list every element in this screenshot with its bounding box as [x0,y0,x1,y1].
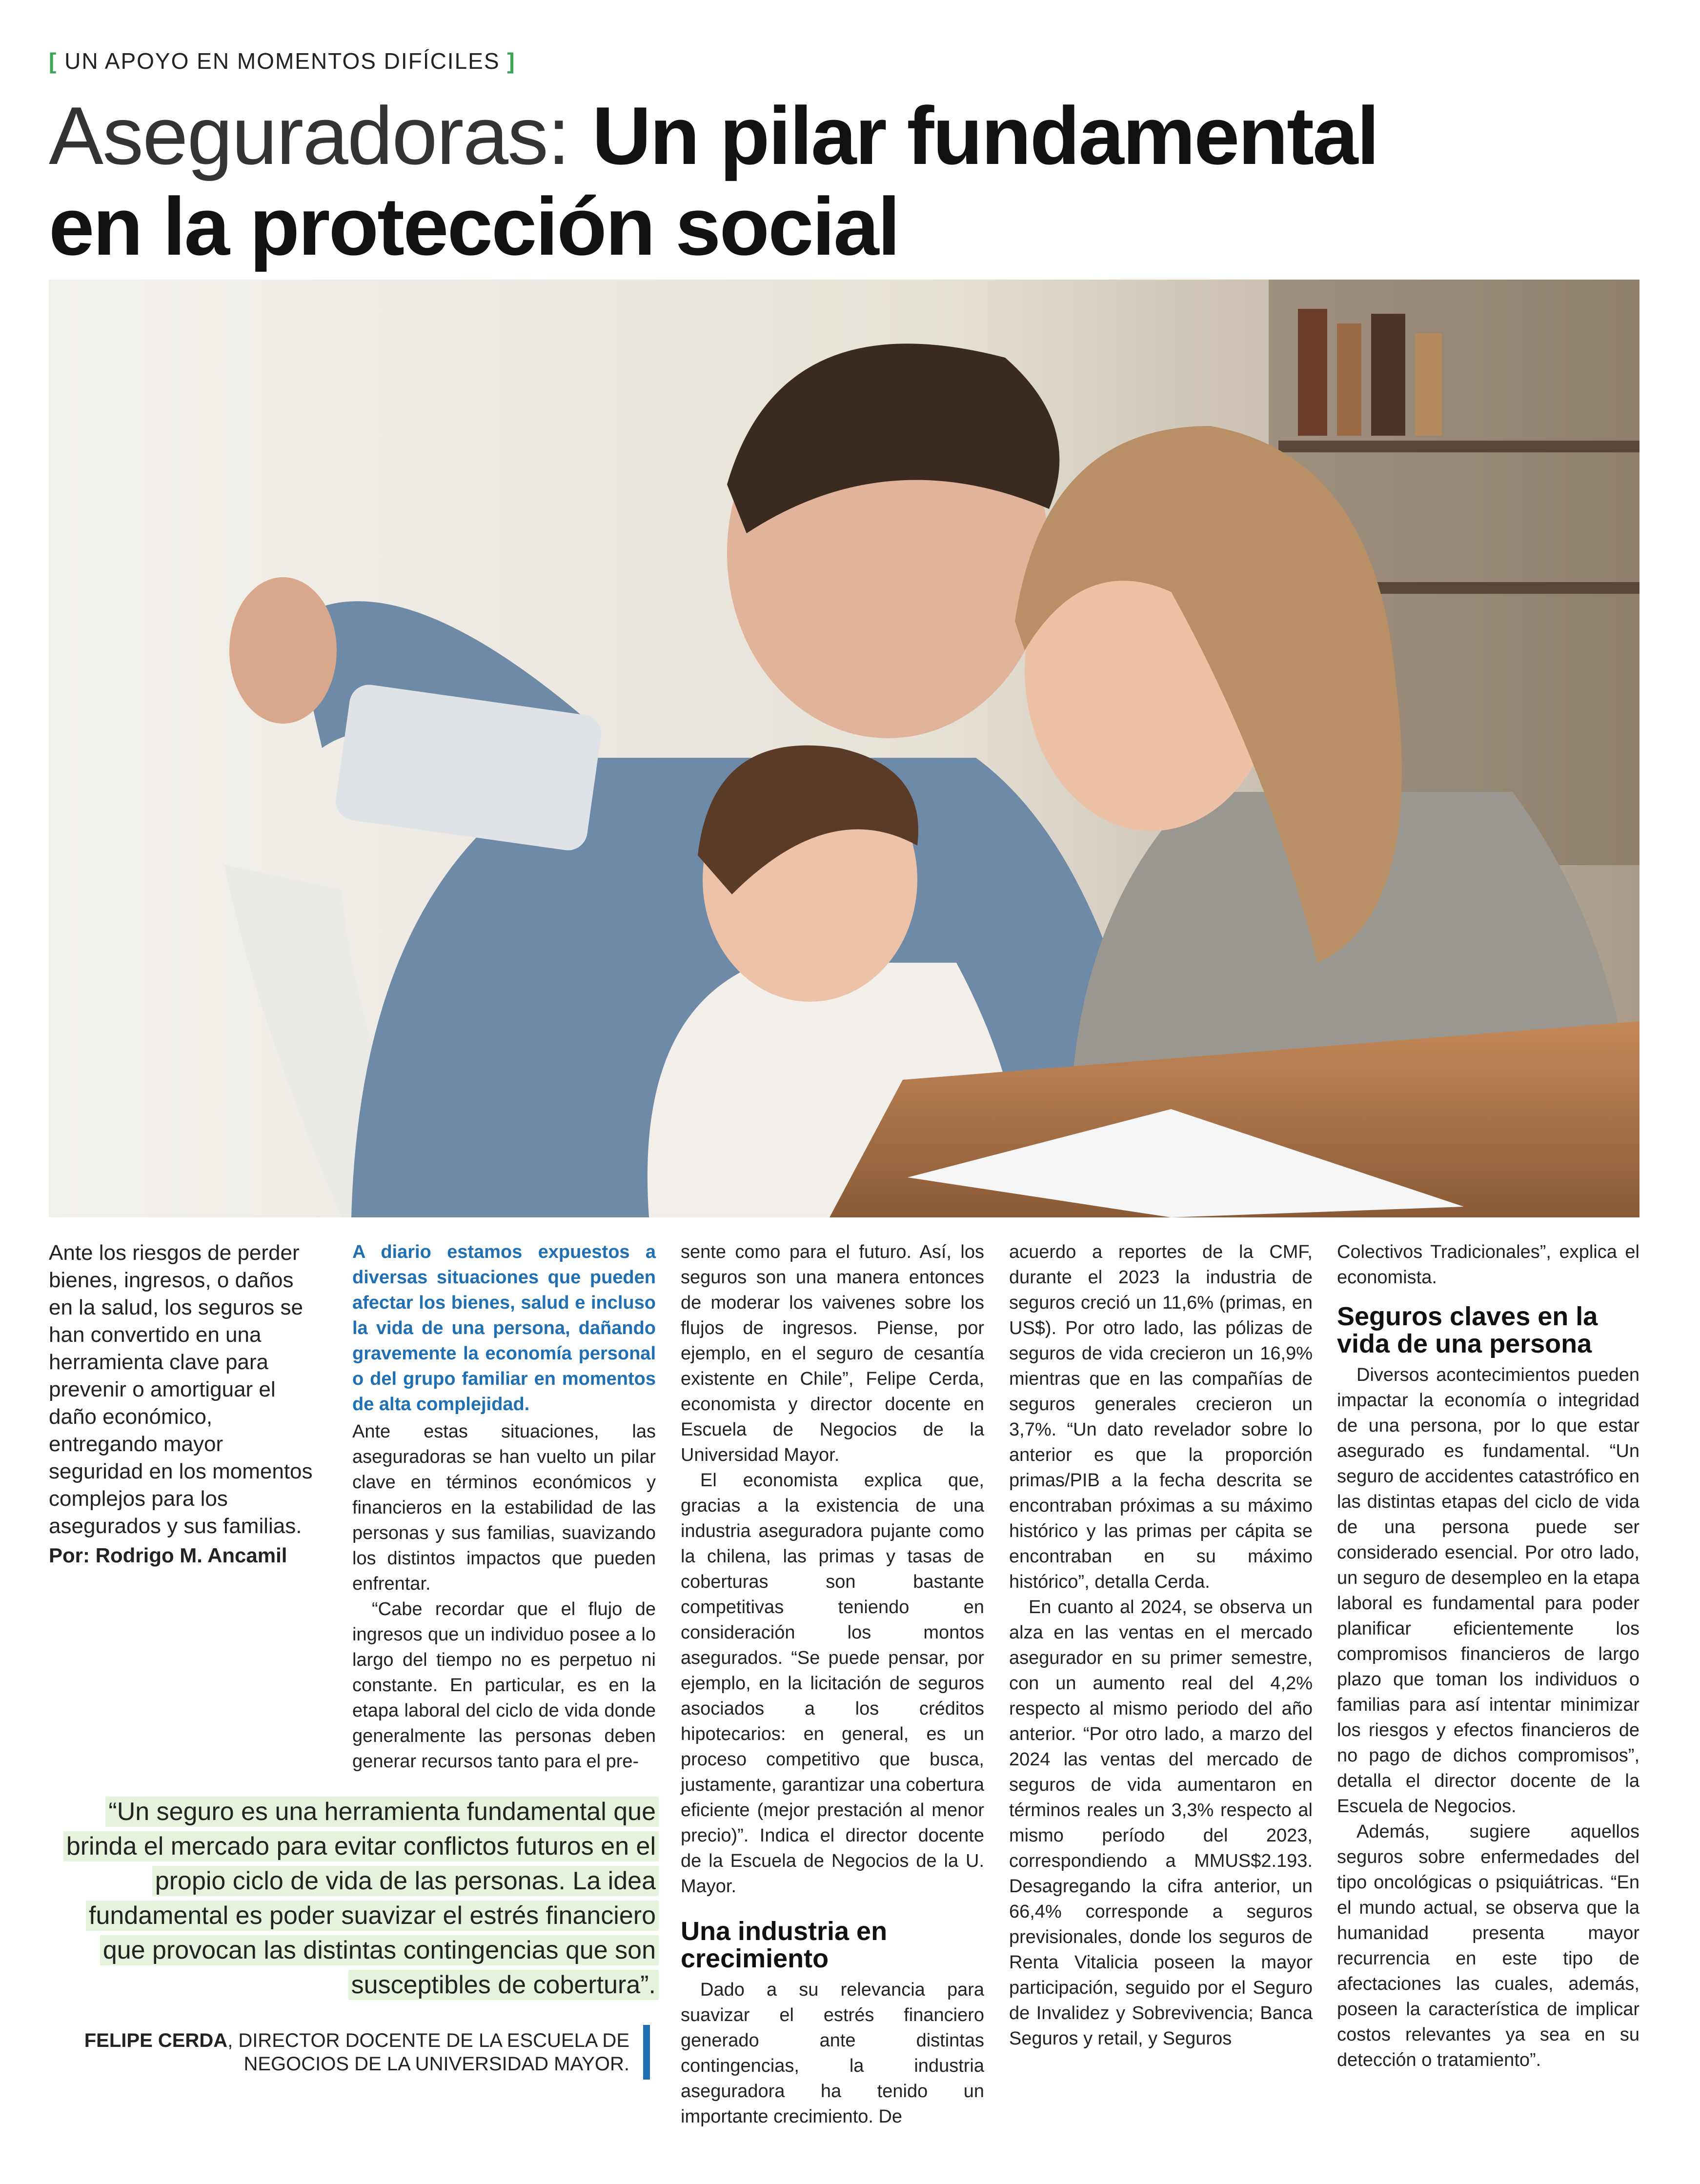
family-photo [49,280,1639,1217]
attribution-accent-bar [643,2025,650,2080]
headline-bold-2: en la protección social [49,181,899,272]
quote-attribution [78,2029,629,2076]
col5-paragraph-3: Además, sugiere aquellos seguros sobre enfermedades del tipo oncológicas o psiquiátricas. “En el mundo actual, se observa que la humanidad presenta mayor recurrencia en este tipo de afectaciones las cuales, además, poseen la característica de implicar costos relevantes ya sea en su detección o tratamiento”. [1337,1821,1639,2070]
pull-quote-text: “Un seguro es una herramienta fundamental que brinda el mercado para evitar conflictos futuros en el propio ciclo de vida de las personas. La idea fundamental es poder suavizar el estrés financiero que provocan las distintas contingencias que son susceptibles de cobertura”. [63,1797,659,2000]
kicker-bracket-right: ] [507,48,516,74]
headline-light: Aseguradoras: [49,90,569,182]
byline: Por: Rodrigo M. Ancamil [49,1544,287,1567]
col2-paragraph-2: “Cabe recordar que el flujo de ingresos que un individuo posee a lo largo del tiempo no es perpetuo ni constante. En particular, es en la etapa laboral del ciclo de vida donde generalmente las personas deben generar recursos tanto para el pre- [352,1599,656,1772]
col3-paragraph-2: El economista explica que, gracias a la existencia de una industria aseguradora pujante como la chilena, las primas y tasas de coberturas son bastante competitivas teniendo en consideración los montos asegurados. “Se puede pensar, por ejemplo, en la licitación de seguros asociados a los créditos hipotecarios: en general, es un proceso competitivo que busca, justamente, garantizar una cobertura eficiente (mejor prestación al menor precio)”. Indica el director docente de la Escuela de Negocios de la U. Mayor. [681,1470,984,1897]
col4-paragraph-2: En cuanto al 2024, se observa un alza en las ventas en el mercado asegurador en su primer semestre, con un aumento real del 4,2% respecto al mismo periodo del año anterior. “Por otro lado, a marzo del 2024 las ventas del mercado de seguros de vida aumentaron en términos reales un 3,3% respecto al mismo período del 2023, correspondiendo a MMUS$2.193. Desagregando la cifra anterior, un 66,4% corresponde a seguros previsionales, donde los seguros de Renta Vitalicia poseen la mayor participación, seguido por el Seguro de Invalidez y Sobrevivencia; Banca Seguros y retail, y Seguros [1009,1597,1313,2049]
pull-quote [54,1795,659,2002]
headline-bold-1: Un pilar fundamental [592,90,1378,182]
col5-paragraph-2: Diversos acontecimientos pueden impactar la economía o integridad de una persona, por lo que estar asegurado es fundamental. “Un seguro de accidentes catastrófico en las distintas etapas del ciclo de vida de una persona puede ser considerado esencial. Por otro lado, un seguro de desempleo en la etapa laboral es fundamental para poder planificar eficientemente los compromisos financieros de largo plazo que toman los individuos o familias para así intentar minimizar los riesgos y efectos financieros de no pago de dichos compromisos”, detalla el director docente de la Escuela de Negocios. [1337,1365,1639,1817]
attribution-name: FELIPE CERDA [84,2030,228,2051]
column-4 [1009,1239,1313,2051]
article-headline [49,90,1659,272]
col3-paragraph-1: sente como para el futuro. Así, los seguros son una manera entonces de moderar los vaivenes sobre los flujos de ingresos. Piense, por ejemplo, en el seguro de cesantía existente en Chile”, Felipe Cerda, economista y director docente en Escuela de Negocios de la Universidad Mayor. [681,1242,984,1465]
column-3 [681,1239,984,2129]
subhead-seguros-claves: Seguros claves en la vida de una persona [1337,1302,1598,1358]
kicker-text: UN APOYO EN MOMENTOS DIFÍCILES [64,48,500,74]
section-kicker [49,48,516,74]
col3-paragraph-3: Dado a su relevancia para suavizar el estrés financiero generado ante distintas contingencias, la industria aseguradora ha tenido un importante crecimiento. De [681,1980,984,2127]
col5-paragraph-1: Colectivos Tradicionales”, explica el economista. [1337,1242,1639,1288]
column-5 [1337,1239,1639,2073]
column-2 [352,1239,656,1774]
intro-highlight: A diario estamos expuestos a diversas situaciones que pueden afectar los bienes, salud e incluso la vida de una persona, dañando gravemente la economía personal o del grupo familiar en momentos de alta complejidad. [352,1242,656,1415]
col4-paragraph-1: acuerdo a reportes de la CMF, durante el 2023 la industria de seguros creció un 11,6% (primas, en US$). Por otro lado, las pólizas de seguros de vida crecieron un 16,9% mientras que en las compañías de seguros generales crecieron un 3,7%. “Un dato revelador sobre lo anterior es que la proporción primas/PIB a la fecha descrita se encontraban próximas a su máximo histórico y las primas per cápita se encontraban en su máximo histórico”, detalla Cerda. [1009,1242,1313,1592]
kicker-bracket-left: [ [49,48,58,74]
attribution-role: , DIRECTOR DOCENTE DE LA ESCUELA DE NEGOCIOS DE LA UNIVERSIDAD MAYOR. [227,2030,629,2075]
col2-paragraph-1: Ante estas situaciones, las aseguradoras se han vuelto un pilar clave en términos económicos y financieros en la estabilidad de las personas y sus familias, suavizando los distintos impactos que pueden enfrentar. [352,1421,656,1594]
subhead-industria: Una industria en crecimiento [681,1917,888,1973]
lead-text: Ante los riesgos de perder bienes, ingresos, o daños en la salud, los seguros se han convertido en una herramienta clave para prevenir o amortiguar el daño económico, entregando mayor seguridad en los momentos complejos para los asegurados y sus familias. [49,1241,313,1538]
lead-column [49,1239,322,1569]
